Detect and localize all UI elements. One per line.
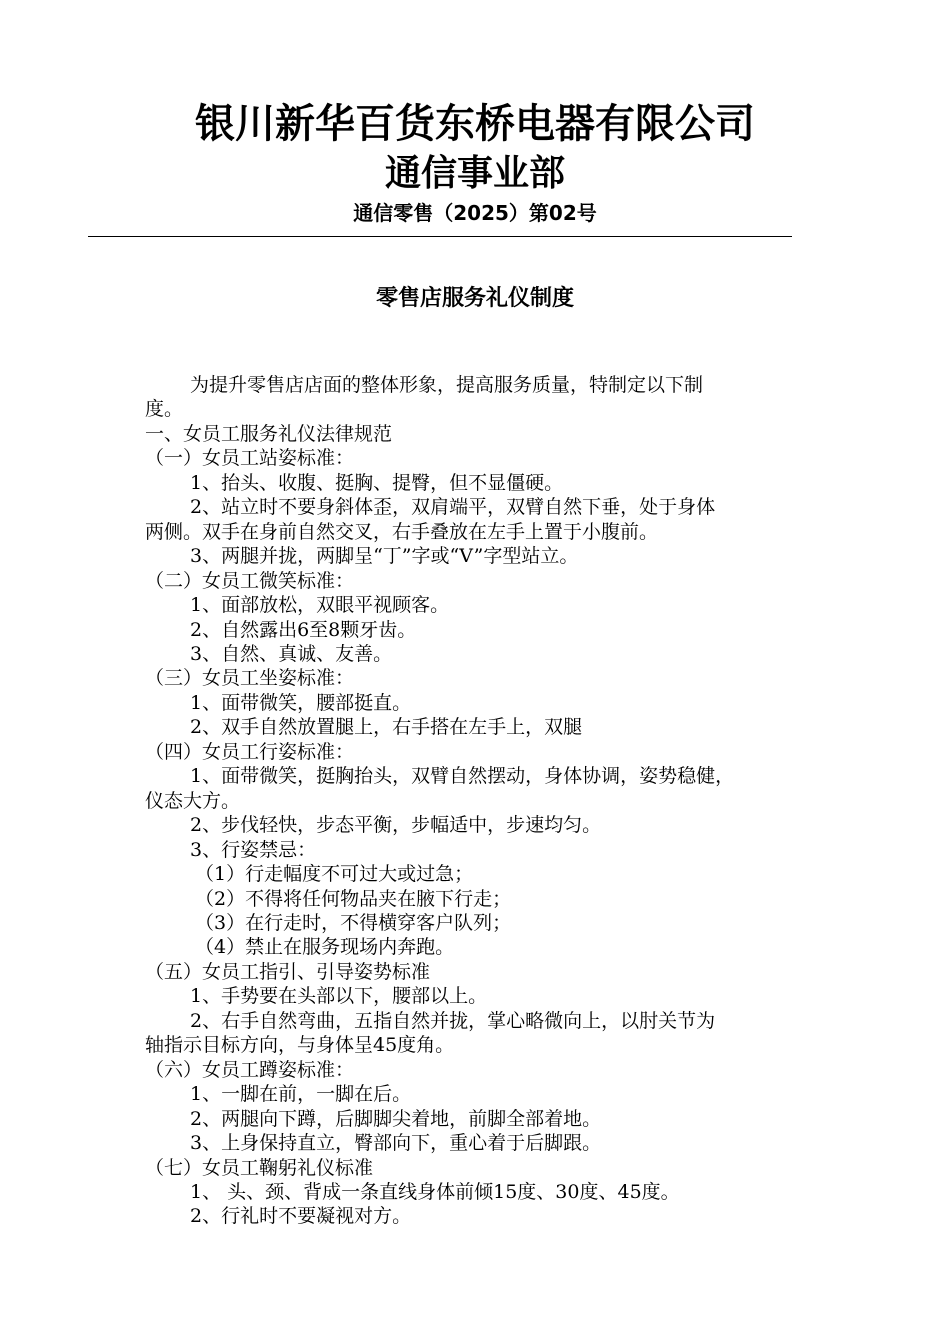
subsection-heading: （三）女员工坐姿标准： [145, 667, 355, 690]
company-name: 银川新华百货东桥电器有限公司 [195, 101, 755, 147]
document-body [145, 373, 835, 1229]
subsection-heading: （七）女员工鞠躬礼仪标准 [145, 1156, 374, 1179]
list-item: 3、自然、真诚、友善。 [190, 642, 393, 665]
list-item: 3、上身保持直立，臀部向下，重心着于后脚跟。 [190, 1132, 602, 1155]
intro-line: 度。 [145, 398, 184, 421]
document-title: 零售店服务礼仪制度 [375, 286, 574, 311]
list-item: 3、两腿并拢，两脚呈“丁”字或“V”字型站立。 [190, 545, 579, 568]
list-item: 1、面部放松，双眼平视顾客。 [190, 594, 450, 617]
list-item: 3、行姿禁忌： [190, 838, 317, 861]
list-item: 1、一脚在前，一脚在后。 [190, 1083, 412, 1106]
list-item: 1、抬头、收腹、挺胸、提臀，但不显僵硬。 [190, 471, 564, 494]
taboo-item: （1）行走幅度不可过大或过急； [195, 863, 474, 886]
subsection-heading: （六）女员工蹲姿标准： [145, 1058, 355, 1081]
taboo-item: （3）在行走时，不得横穿客户队列； [195, 911, 512, 934]
list-item: 1、 头、颈、背成一条直线身体前倾15度、30度、45度。 [190, 1180, 680, 1203]
list-item: 1、手势要在头部以下，腰部以上。 [190, 985, 488, 1008]
list-item: 1、面带微笑，挺胸抬头，双臂自然摆动，身体协调，姿势稳健， [190, 765, 735, 788]
subsection-heading: （四）女员工行姿标准： [145, 740, 355, 763]
list-item-continuation: 轴指示目标方向，与身体呈45度角。 [145, 1034, 455, 1057]
list-item: 1、面带微笑，腰部挺直。 [190, 691, 412, 714]
list-item: 2、两腿向下蹲，后脚脚尖着地，前脚全部着地。 [190, 1107, 602, 1130]
list-item-continuation: 两侧。双手在身前自然交叉，右手叠放在左手上置于小腹前。 [145, 520, 659, 543]
department-name: 通信事业部 [384, 153, 565, 194]
list-item: 2、步伐轻快，步态平衡，步幅适中，步速均匀。 [190, 814, 602, 837]
list-item: 2、站立时不要身斜体歪，双肩端平，双臂自然下垂，处于身体 [190, 496, 716, 519]
subsection-heading: （一）女员工站姿标准： [145, 447, 355, 470]
section-heading: 一、女员工服务礼仪法律规范 [145, 422, 393, 445]
list-item: 2、双手自然放置腿上，右手搭在左手上，双腿 [190, 716, 583, 739]
header-divider [88, 236, 792, 237]
document-number: 通信零售（2025）第02号 [353, 201, 597, 225]
list-item: 2、自然露出6至8颗牙齿。 [190, 618, 417, 641]
taboo-item: （4）禁止在服务现场内奔跑。 [195, 936, 455, 959]
list-item: 2、右手自然弯曲，五指自然并拢，掌心略微向上，以肘关节为 [190, 1009, 716, 1032]
subsection-heading: （二）女员工微笑标准： [145, 569, 355, 592]
subsection-heading: （五）女员工指引、引导姿势标准 [145, 960, 431, 983]
list-item: 2、行礼时不要凝视对方。 [190, 1205, 412, 1228]
intro-line: 为提升零售店店面的整体形象，提高服务质量，特制定以下制 [190, 374, 704, 396]
list-item-continuation: 仪态大方。 [145, 789, 241, 812]
taboo-item: （2）不得将任何物品夹在腋下行走； [195, 887, 512, 910]
